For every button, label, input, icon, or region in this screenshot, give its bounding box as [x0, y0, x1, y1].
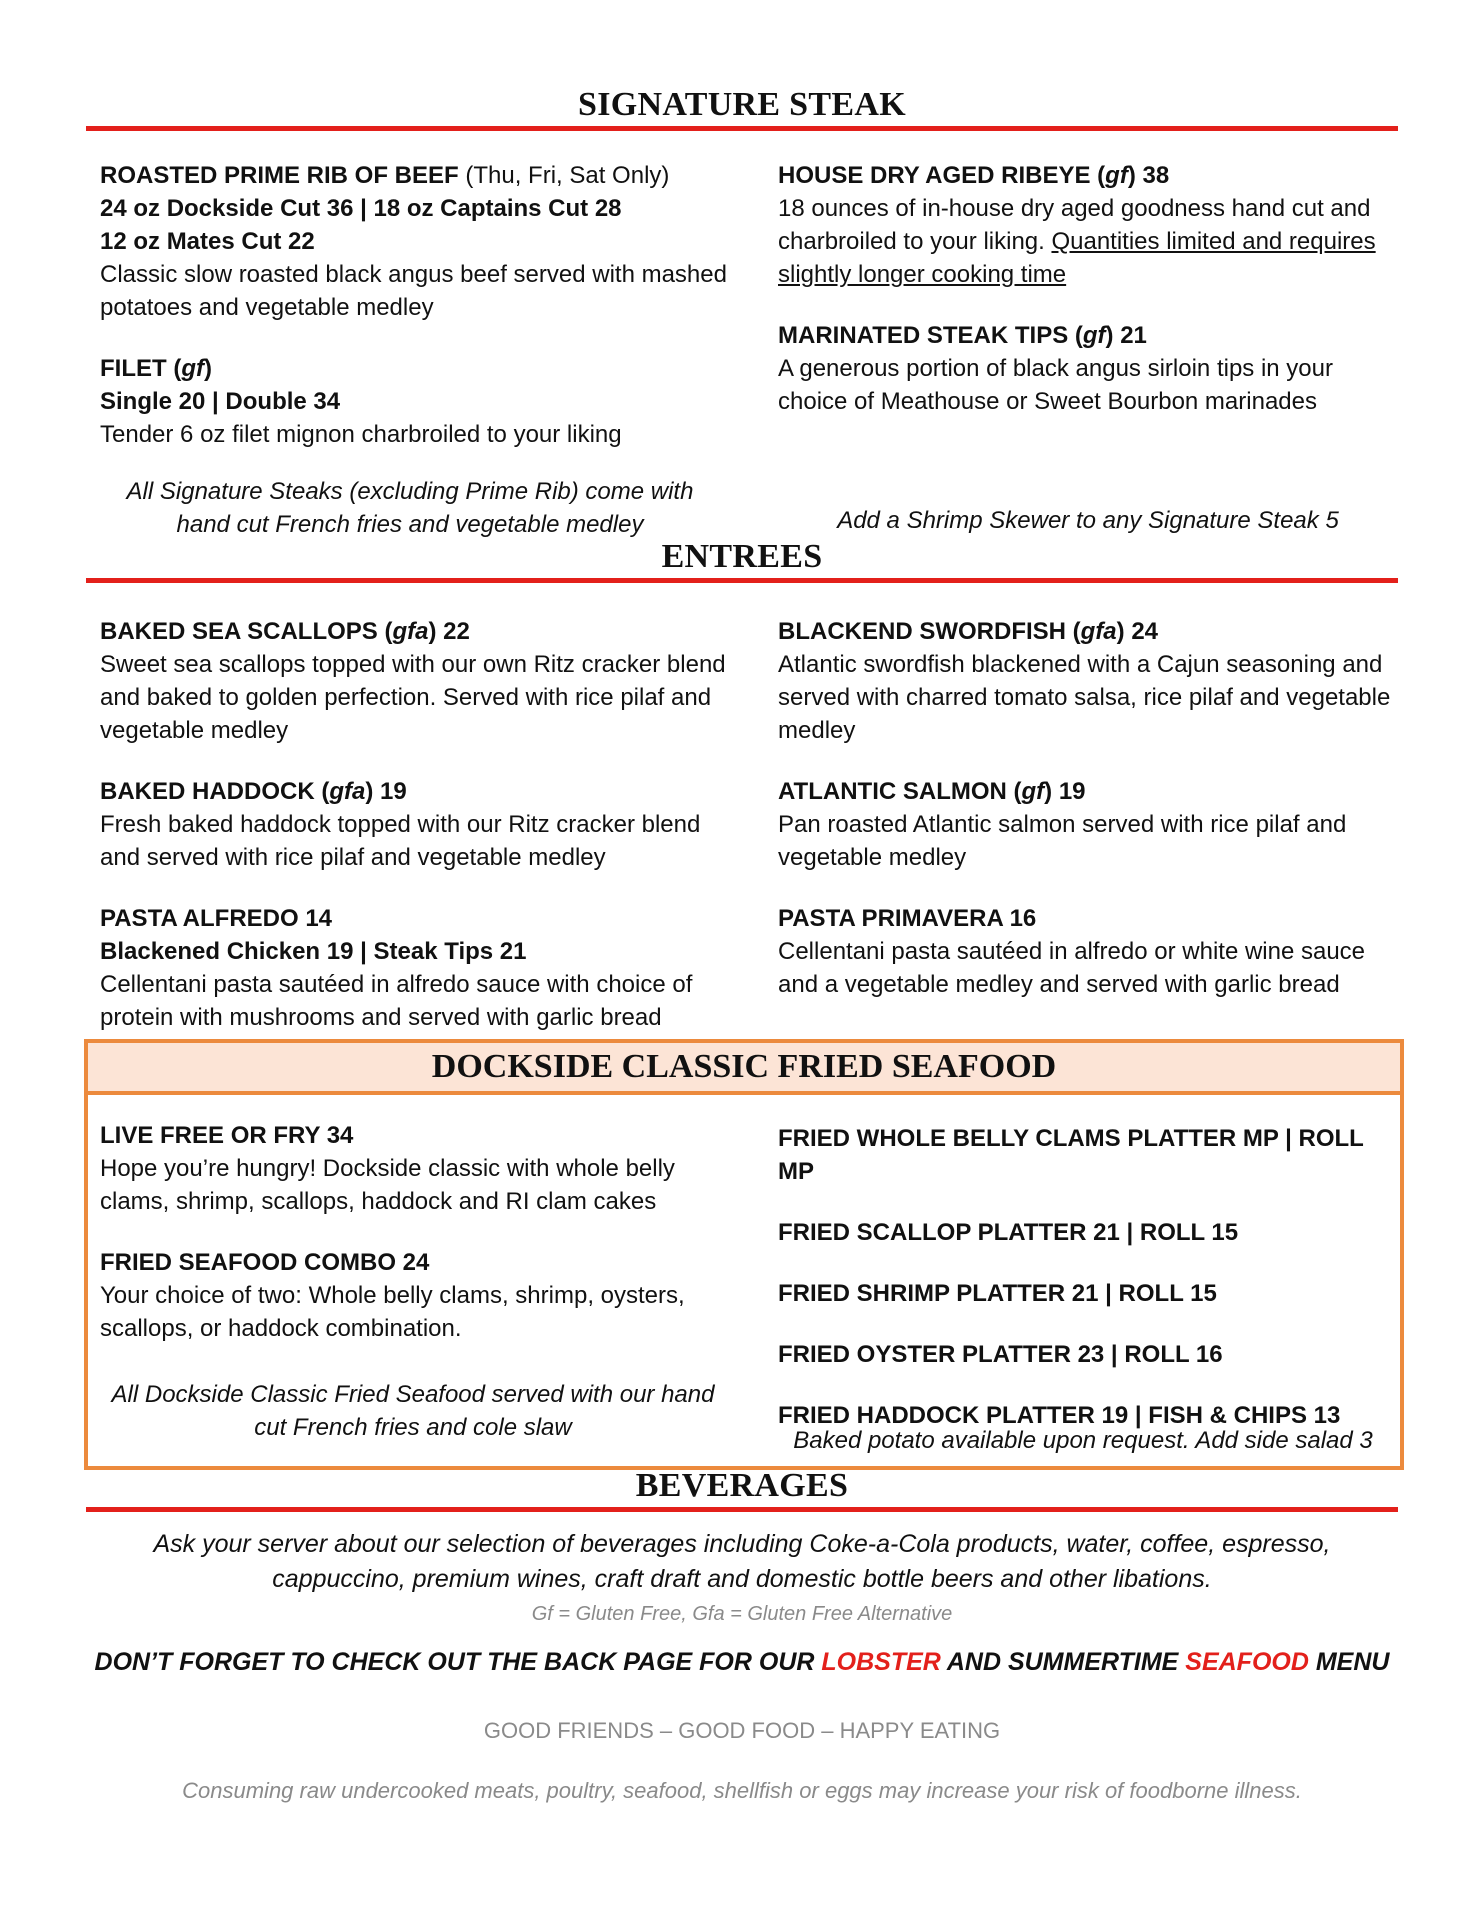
haddock-item	[100, 775, 740, 874]
prime-rib-cuts-2: 12 oz Mates Cut 22	[100, 228, 315, 255]
platter-haddock: FRIED HADDOCK PLATTER 19 | FISH & CHIPS 13	[778, 1402, 1341, 1429]
filet-description: Tender 6 oz filet mignon charbroiled to your liking	[100, 421, 622, 448]
platter-scallop: FRIED SCALLOP PLATTER 21 | ROLL 15	[778, 1219, 1239, 1246]
shrimp-skewer-note: Add a Shrimp Skewer to any Signature Steak 5	[837, 507, 1339, 534]
entrees-divider	[86, 578, 1398, 583]
signature-sides-note: All Signature Steaks (excluding Prime Rib) come with hand cut French fries and vegetable medley	[126, 478, 694, 538]
alfredo-description: Cellentani pasta sautéed in alfredo sauce with choice of protein with mushrooms and served with garlic bread	[100, 971, 693, 1031]
beverages-divider	[86, 1507, 1398, 1512]
signature-left-column	[100, 159, 740, 451]
ribeye-limited-note: Quantities limited and requires slightly longer cooking time	[778, 228, 1376, 288]
promo-text-3: MENU	[1308, 1648, 1390, 1676]
primavera-item	[778, 902, 1398, 1001]
promo-seafood: SEAFOOD	[1185, 1648, 1309, 1676]
prime-rib-cuts-1: 24 oz Dockside Cut 36 | 18 oz Captains Cut 28	[100, 195, 622, 222]
steak-tips-price: ) 21	[1105, 322, 1147, 349]
combo-item	[100, 1246, 740, 1345]
promo-text-1: DON’T FORGET TO CHECK OUT THE BACK PAGE FOR OUR	[94, 1648, 822, 1676]
fried-left-column	[100, 1119, 740, 1345]
scallops-price: ) 22	[428, 618, 470, 645]
scallops-tag: gfa	[392, 618, 429, 645]
platter-shrimp: FRIED SHRIMP PLATTER 21 | ROLL 15	[778, 1280, 1217, 1307]
filet-name: FILET (	[100, 355, 182, 382]
filet-tag: gf	[181, 355, 204, 382]
ribeye-item	[778, 159, 1398, 291]
steak-tips-item	[778, 319, 1398, 418]
swordfish-item	[778, 615, 1398, 747]
swordfish-tag: gfa	[1080, 618, 1117, 645]
gluten-legend: Gf = Gluten Free, Gfa = Gluten Free Alternative	[531, 1603, 953, 1625]
alfredo-name: PASTA ALFREDO 14	[100, 905, 333, 932]
salmon-name: ATLANTIC SALMON (	[778, 778, 1022, 805]
alfredo-options: Blackened Chicken 19 | Steak Tips 21	[100, 938, 527, 965]
signature-steak-heading: SIGNATURE STEAK	[578, 86, 906, 123]
filet-sizes: Single 20 | Double 34	[100, 388, 341, 415]
haddock-description: Fresh baked haddock topped with our Ritz cracker blend and served with rice pilaf and vegetable medley	[100, 811, 701, 871]
alfredo-item	[100, 902, 740, 1034]
beverages-text: Ask your server about our selection of beverages including Coke-a-Cola products, water, coffee, espresso, cappuccino, premium wines, craft draft and domestic bottle beers and other libations.	[153, 1530, 1331, 1593]
back-page-promo	[86, 1648, 1398, 1677]
fried-seafood-heading: DOCKSIDE CLASSIC FRIED SEAFOOD	[88, 1043, 1400, 1095]
salmon-price: ) 19	[1044, 778, 1086, 805]
entrees-heading: ENTREES	[661, 538, 823, 575]
scallops-name: BAKED SEA SCALLOPS (	[100, 618, 393, 645]
steak-tips-tag: gf	[1082, 322, 1106, 349]
ribeye-description: 18 ounces of in-house dry aged goodness hand cut and charbroiled to your liking.	[778, 195, 1371, 255]
filet-item	[100, 352, 740, 451]
promo-lobster: LOBSTER	[821, 1648, 941, 1676]
ribeye-tag: gf	[1105, 162, 1128, 189]
fried-sides-note: All Dockside Classic Fried Seafood served with our hand cut French fries and cole slaw	[111, 1381, 715, 1441]
ribeye-price: ) 38	[1127, 162, 1170, 189]
promo-text-2: AND SUMMERTIME	[940, 1648, 1186, 1676]
steak-tips-description: A generous portion of black angus sirloin tips in your choice of Meathouse or Sweet Bourbon marinades	[778, 355, 1333, 415]
baked-potato-note: Baked potato available upon request. Add side salad 3	[793, 1427, 1373, 1454]
prime-rib-description: Classic slow roasted black angus beef served with mashed potatoes and vegetable medley	[100, 261, 727, 321]
signature-divider	[86, 126, 1398, 131]
platter-oyster: FRIED OYSTER PLATTER 23 | ROLL 16	[778, 1341, 1223, 1368]
prime-rib-availability: (Thu, Fri, Sat Only)	[458, 162, 670, 189]
prime-rib-item	[100, 159, 740, 324]
salmon-item	[778, 775, 1398, 874]
combo-name: FRIED SEAFOOD COMBO 24	[100, 1249, 430, 1276]
slogan: GOOD FRIENDS – GOOD FOOD – HAPPY EATING	[483, 1718, 1001, 1743]
salmon-tag: gf	[1021, 778, 1045, 805]
salmon-description: Pan roasted Atlantic salmon served with rice pilaf and vegetable medley	[778, 811, 1347, 871]
live-free-name: LIVE FREE OR FRY 34	[100, 1122, 354, 1149]
fried-seafood-box	[84, 1039, 1404, 1470]
haddock-name: BAKED HADDOCK (	[100, 778, 330, 805]
entrees-right-column	[778, 615, 1398, 1001]
swordfish-description: Atlantic swordfish blackened with a Cajun seasoning and served with charred tomato salsa, rice pilaf and vegetable medley	[778, 651, 1391, 744]
primavera-name: PASTA PRIMAVERA 16	[778, 905, 1037, 932]
swordfish-price: ) 24	[1116, 618, 1159, 645]
prime-rib-name: ROASTED PRIME RIB OF BEEF	[100, 162, 459, 189]
live-free-item	[100, 1119, 740, 1218]
signature-right-column	[778, 159, 1398, 418]
haddock-price: ) 19	[365, 778, 407, 805]
platter-clams: FRIED WHOLE BELLY CLAMS PLATTER MP | ROLL MP	[778, 1125, 1364, 1185]
fried-right-column	[778, 1122, 1388, 1432]
filet-close: )	[203, 355, 212, 382]
scallops-description: Sweet sea scallops topped with our own Ritz cracker blend and baked to golden perfection. Served with rice pilaf and vegetable medley	[100, 651, 726, 744]
scallops-item	[100, 615, 740, 747]
primavera-description: Cellentani pasta sautéed in alfredo or white wine sauce and a vegetable medley and served with garlic bread	[778, 938, 1366, 998]
beverages-heading: BEVERAGES	[635, 1467, 849, 1504]
live-free-description: Hope you’re hungry! Dockside classic with whole belly clams, shrimp, scallops, haddock and RI clam cakes	[100, 1155, 675, 1215]
swordfish-name: BLACKEND SWORDFISH (	[778, 618, 1081, 645]
ribeye-name: HOUSE DRY AGED RIBEYE (	[778, 162, 1106, 189]
foodborne-warning: Consuming raw undercooked meats, poultry, seafood, shellfish or eggs may increase your risk of foodborne illness.	[182, 1778, 1302, 1803]
haddock-tag: gfa	[329, 778, 366, 805]
steak-tips-name: MARINATED STEAK TIPS (	[778, 322, 1083, 349]
combo-description: Your choice of two: Whole belly clams, shrimp, oysters, scallops, or haddock combination.	[100, 1282, 685, 1342]
entrees-left-column	[100, 615, 740, 1034]
